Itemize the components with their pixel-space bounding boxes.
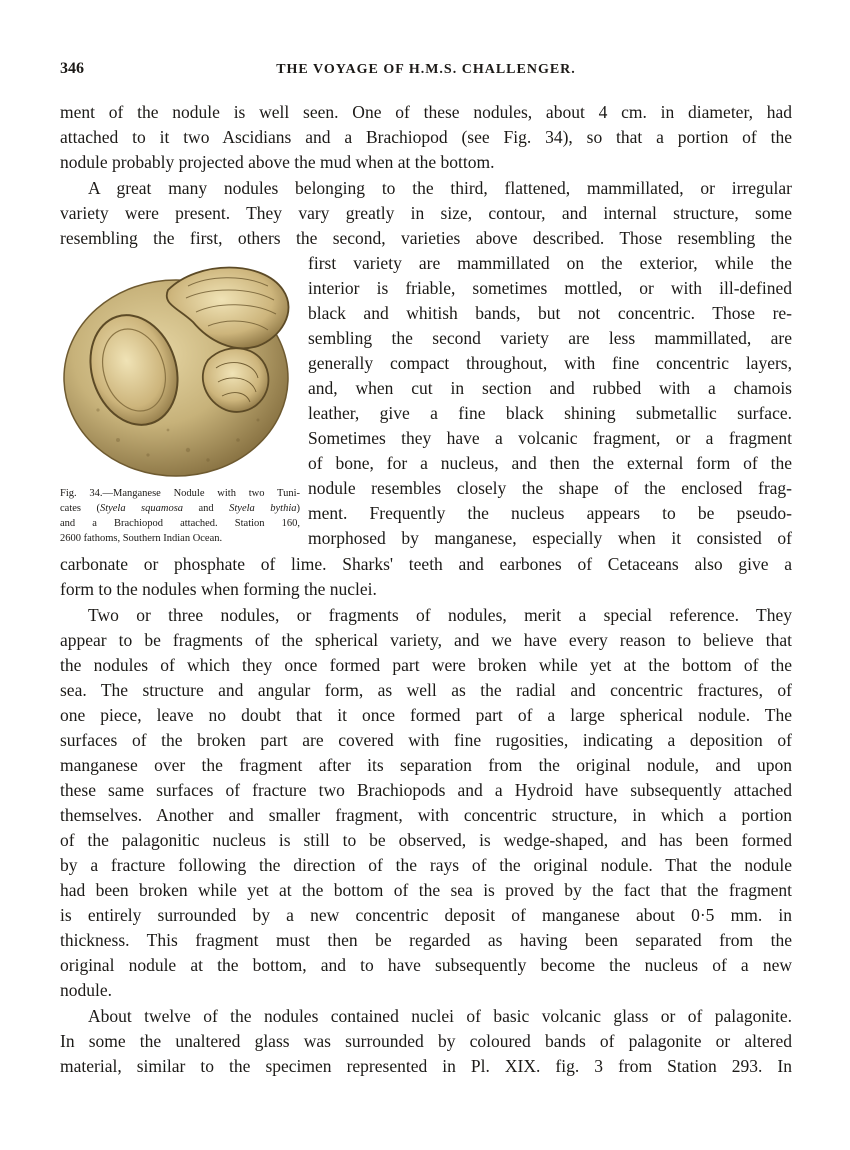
figure-caption — [60, 486, 300, 546]
species-name: Styela bythia — [229, 503, 297, 514]
body-line: sea. The structure and angular form, as well as the radial and concentric fractures, of — [60, 680, 792, 700]
figure-nodule-illustration — [58, 250, 302, 480]
body-line: of the palagonitic nucleus is still to be observed, is wedge-shaped, and has been formed — [60, 830, 792, 850]
caption-text: and — [183, 503, 230, 514]
body-line: surfaces of the broken part are covered with fine rugosities, indicating a deposition of — [60, 730, 792, 750]
body-line: by a fracture following the direction of the rays of the original nodule. That the nodule — [60, 855, 792, 875]
body-line: these same surfaces of fracture two Brachiopods and a Hydroid have subsequently attached — [60, 780, 792, 800]
caption-line: and a Brachiopod attached. Station 160, — [60, 518, 300, 529]
page-number: 346 — [60, 60, 84, 77]
body-line: attached to it two Ascidians and a Brachiopod (see Fig. 34), so that a portion of the — [60, 127, 792, 147]
body-line: the nodules of which they once formed part were broken while yet at the bottom of the — [60, 655, 792, 675]
body-line: carbonate or phosphate of lime. Sharks' teeth and earbones of Cetaceans also give a — [60, 554, 792, 574]
body-line: About twelve of the nodules contained nuclei of basic volcanic glass or of palagonite. — [88, 1006, 792, 1026]
caption-line: 2600 fathoms, Southern Indian Ocean. — [60, 533, 223, 544]
body-line: first variety are mammillated on the exterior, while the — [308, 253, 792, 273]
page-header — [60, 60, 792, 84]
body-line: leather, give a fine black shining submetallic surface. — [308, 403, 792, 423]
body-line: A great many nodules belonging to the third, flattened, mammillated, or irregular — [88, 178, 792, 198]
body-line: Sometimes they have a volcanic fragment, or a fragment — [308, 428, 792, 448]
species-name: Styela squamosa — [99, 503, 184, 514]
body-line: resembling the first, others the second, varieties above described. Those resembling the — [60, 228, 792, 248]
caption-text: ) — [296, 503, 300, 514]
body-line: ment. Frequently the nucleus appears to be pseudo- — [308, 503, 792, 523]
body-line: appear to be fragments of the spherical variety, and we have every reason to believe that — [60, 630, 792, 650]
body-line: nodule resembles closely the shape of the enclosed frag- — [308, 478, 792, 498]
body-line: thickness. This fragment must then be regarded as having been separated from the — [60, 930, 792, 950]
body-line: black and whitish bands, but not concentric. Those re- — [308, 303, 792, 323]
body-line: Two or three nodules, or fragments of nodules, merit a special reference. They — [88, 605, 792, 625]
body-line: nodule. — [60, 980, 113, 1000]
running-title: THE VOYAGE OF H.M.S. CHALLENGER. — [276, 62, 576, 77]
body-line: ment of the nodule is well seen. One of these nodules, about 4 cm. in diameter, had — [60, 102, 792, 122]
body-line: and, when cut in section and rubbed with a chamois — [308, 378, 792, 398]
body-line: is entirely surrounded by a new concentric deposit of manganese about 0·5 mm. in — [60, 905, 792, 925]
body-line: generally compact throughout, with fine concentric layers, — [308, 353, 792, 373]
body-line: sembling the second variety are less mammillated, are — [308, 328, 792, 348]
caption-text: cates ( — [60, 503, 100, 514]
brachiopod — [203, 348, 269, 412]
body-line: manganese over the fragment after its separation from the original nodule, and upon — [60, 755, 792, 775]
body-line: of bone, for a nucleus, and then the external form of the — [308, 453, 792, 473]
body-line: one piece, leave no doubt that it once formed part of a large spherical nodule. The — [60, 705, 792, 725]
body-line: variety were present. They vary greatly in size, contour, and internal structure, some — [60, 203, 792, 223]
body-line: original nodule at the bottom, and to have subsequently become the nucleus of a new — [60, 955, 792, 975]
caption-line — [60, 501, 300, 516]
body-line: morphosed by manganese, especially when it consisted of — [308, 528, 792, 548]
body-line: In some the unaltered glass was surrounded by coloured bands of palagonite or altered — [60, 1031, 792, 1051]
body-line: themselves. Another and smaller fragment, with concentric structure, in which a portion — [60, 805, 792, 825]
caption-line: Fig. 34.—Manganese Nodule with two Tuni- — [60, 488, 300, 499]
body-line: form to the nodules when forming the nuclei. — [60, 579, 377, 599]
body-line: material, similar to the specimen represented in Pl. XIX. fig. 3 from Station 293. In — [60, 1056, 792, 1076]
body-line: interior is friable, sometimes mottled, or with ill-defined — [308, 278, 792, 298]
body-line: had been broken while yet at the bottom of the sea is proved by the fact that the fragment — [60, 880, 792, 900]
body-line: nodule probably projected above the mud when at the bottom. — [60, 152, 495, 172]
